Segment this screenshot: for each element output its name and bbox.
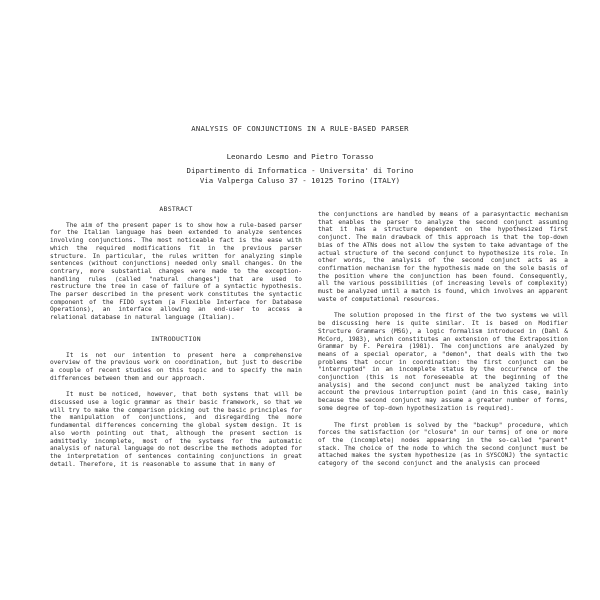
- body-paragraph: the conjunctions are handled by means of a parasyntactic mechanism that enables the parser to analyze the second conjunct assuming that it has a structure dependent on the hypothesized first conjunct. The main drawback of this approach is that the top-down bias of the ATNs does not allow the system to take advantage of the actual structure of the second conjunct to hypothesize its role. In other words, the analysis of the second conjunct acts as a confirmation mechanism for the hypothesis made on the sole basis of the position where the conjunction has been found. Consequently, all the various possibilities (of increasing levels of complexity) must be analyzed until a match is found, which involves an apparent waste of computational resources.: [318, 211, 568, 303]
- right-column: [318, 211, 568, 477]
- abstract-text: The aim of the present paper is to show how a rule-based parser for the Italian language has been extended to analyze sentences involving conjunctions. The most noticeable fact is the ease with which the required modifications fit in the previous parser structure. In particular, the rules written for analyzing simple sentences (without conjunctions) needed only small changes. On the contrary, more substantial changes were made to the exception-handling rules (called "natural changes") that are used to restructure the tree in case of failure of a syntactic hypothesis. The parser described in the present work constitutes the syntactic component of the FIDO system (a Flexible Interface for Database Operations), an interface allowing an end-user to access a relational database in natural language (Italian).: [50, 221, 302, 322]
- affiliation-department: Dipartimento di Informatica - Universita' di Torino: [186, 166, 414, 175]
- intro-paragraph: It is not our intention to present here a comprehensive overview of the previous work on coordination, but just to describe a couple of recent studies on this topic and to specify the main differences between them and our approach.: [50, 351, 302, 382]
- paper-authors: Leonardo Lesmo and Pietro Torasso: [226, 152, 374, 161]
- introduction-heading: INTRODUCTION: [151, 334, 201, 343]
- paper-title: ANALYSIS OF CONJUNCTIONS IN A RULE-BASED PARSER: [191, 124, 409, 133]
- abstract-heading: ABSTRACT: [159, 205, 193, 213]
- left-column: [50, 206, 302, 477]
- affiliation-block: [0, 166, 600, 186]
- intro-paragraph: It must be noticed, however, that both systems that will be discussed use a logic grammar as their basic framework, so that we will try to make the comparison picking out the basic principles for the manipulation of conjunctions, and disregarding the more fundamental differences concerning the global system design. It is also worth pointing out that, although the present section is admittedly incomplete, most of the systems for the automatic analysis of natural language do not describe the methods adopted for the interpretation of sentences containing conjunctions in great detail. Therefore, it is reasonable to assume that in many of: [50, 391, 302, 468]
- body-paragraph: The solution proposed in the first of the two systems we will be discussing here is quite similar. It is based on Modifier Structure Grammars (MSG), a logic formalism introduced in (Dahl & McCord, 1983), which constitutes an extension of the Extraposition Grammar by F. Pereira (1981). The conjunctions are analyzed by means of a special operator, a "demon", that deals with the two problems that occur in coordination: the first conjunct can be "interrupted" in an incomplete status by the occurrence of the conjunction (this is not foreseeable at the beginning of the analysis) and the second conjunct must be analyzed taking into account the previous interruption point (and in this case, mainly because the second conjunct may assume a greater number of forms, some degree of top-down hypothesization is required).: [318, 312, 568, 412]
- affiliation-address: Via Valperga Caluso 37 - 10125 Torino (ITALY): [199, 176, 401, 185]
- body-paragraph: The first problem is solved by the "backup" procedure, which forces the satisfaction (or "closure" in our terms) of one or more of the (incomplete) nodes appearing in the so-called "parent" stack. The choice of the node to which the second conjunct must be attached makes the system hypothesize (as in SYSCONJ) the syntactic category of the second conjunct and the analysis can proceed: [318, 421, 568, 468]
